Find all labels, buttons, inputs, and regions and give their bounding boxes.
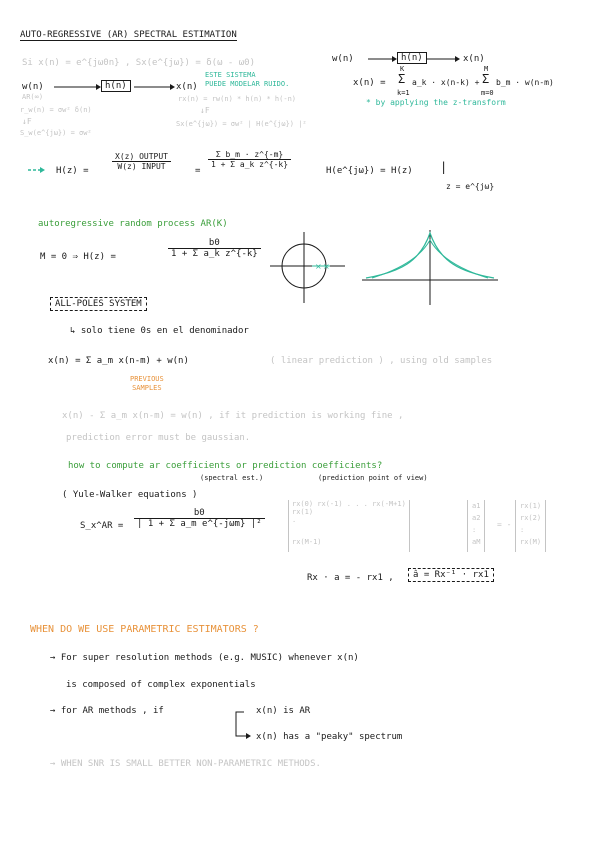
- eval-bar: |: [440, 160, 448, 174]
- when-bullet-3: → WHEN SNR IS SMALL BETTER NON-PARAMETRIC METHODS.: [50, 759, 321, 769]
- z-transform-note: * by applying the z-transform: [366, 98, 506, 107]
- when-bullet-2b: x(n) has a "peaky" spectrum: [256, 732, 403, 742]
- vector-entry: :: [520, 526, 525, 534]
- vector-entry: :: [472, 526, 477, 534]
- vector-entry: a2: [472, 514, 481, 522]
- transfer-eq: =: [195, 166, 201, 176]
- right-output: x(n): [463, 54, 485, 64]
- transfer-num: X(z) OUTPUT: [112, 152, 171, 162]
- sinusoid-line1: Si x(n) = e^{jω0n} , Sx(e^{jω}) = δ(ω - ω0): [22, 58, 255, 68]
- matrix-row: rx(0) rx(-1) . . . rx(-M+1): [292, 500, 406, 508]
- matrix-row: .: [292, 516, 297, 524]
- prediction-error-2: prediction error must be gaussian.: [66, 433, 251, 443]
- s-ar-num: b0: [134, 508, 265, 519]
- right-block: h(n): [397, 52, 427, 64]
- system-sx: Sx(e^{jω}) = σw² | H(e^{jω}) |²: [176, 120, 307, 128]
- sum-symbol-1: Σ: [398, 72, 406, 86]
- transfer-rhs: H(e^{jω}) = H(z): [326, 166, 413, 176]
- vector-eq: = -: [497, 520, 512, 529]
- when-bullet-2: → for AR methods , if: [50, 706, 164, 716]
- vector-entry: a1: [472, 502, 481, 510]
- coeffs-question: how to compute ar coefficients or prediction coefficients?: [68, 461, 383, 471]
- ar-num: b0: [168, 238, 261, 249]
- system-F: ↓F: [200, 106, 210, 115]
- when-heading: WHEN DO WE USE PARAMETRIC ESTIMATORS ?: [30, 624, 259, 635]
- prediction-xn: x(n) = Σ a_m x(n-m) + w(n): [48, 356, 189, 366]
- system-note: ESTE SISTEMA PUEDE MODELAR RUIDO.: [205, 71, 290, 88]
- svg-text:×: ×: [315, 262, 322, 271]
- vector-entry: rx(1): [520, 502, 542, 510]
- right-eq-sum2: b_m · w(n-m): [496, 78, 554, 87]
- s-ar-lhs: S_x^AR =: [80, 521, 124, 531]
- system-block: h(n): [101, 80, 131, 92]
- vector-entry: rx(2): [520, 514, 542, 522]
- final-eq-2: â = Rx⁻¹ · rx1: [408, 568, 494, 582]
- linear-prediction: ( linear prediction ) , using old samples: [270, 356, 493, 366]
- final-eq-1: Rx · a = - rx1 ,: [307, 573, 394, 583]
- transfer-eval: z = e^{jω}: [446, 182, 495, 191]
- s-ar-den: | 1 + Σ a_m e^{-jωm} |²: [137, 519, 262, 529]
- previous-samples: PREVIOUS SAMPLES: [130, 375, 164, 392]
- transfer-num2: Σ b_m · z^{-m}: [208, 150, 291, 160]
- sum-lower-2: m=0: [481, 89, 494, 97]
- ar-m0: M = 0 ⇒ H(z) =: [40, 252, 116, 262]
- sum-symbol-2: Σ: [482, 72, 490, 86]
- system-rx: rx(n) = rw(n) * h(n) * h(-n): [178, 95, 297, 103]
- system-input: w(n): [22, 82, 44, 92]
- system-output: x(n): [176, 82, 198, 92]
- matrix-row: rx(M-1): [292, 538, 322, 546]
- right-input: w(n): [332, 54, 354, 64]
- matrix-row: rx(1): [292, 508, 314, 516]
- sinusoid-line3: r_w(n) = σw² δ(n): [20, 106, 92, 114]
- when-bullet-2a: x(n) is AR: [256, 706, 311, 716]
- sinusoid-line5: S_w(e^{jω}) = σw²: [20, 129, 92, 137]
- vector-entry: rx(M): [520, 538, 542, 546]
- prediction-error-1: x(n) - Σ a_m x(n-m) = w(n) , if it prediction is working fine ,: [62, 411, 404, 421]
- transfer-lhs: H(z) =: [56, 166, 89, 176]
- coeffs-sub2: (prediction point of view): [318, 474, 428, 482]
- sinusoid-line2: AR(∞): [22, 93, 44, 101]
- when-bullet-1: → For super resolution methods (e.g. MUSIC) whenever x(n): [50, 653, 359, 663]
- ar-solo: ↳ solo tiene 0s en el denominador: [70, 326, 249, 336]
- sum-lower-1: k=1: [397, 89, 410, 97]
- sum-upper-1: K: [400, 65, 405, 73]
- transfer-den2: 1 + Σ a_k z^{-k}: [211, 160, 289, 169]
- yule-walker: ( Yule-Walker equations ): [62, 490, 198, 500]
- page-title: AUTO-REGRESSIVE (AR) SPECTRAL ESTIMATION: [20, 30, 237, 40]
- vector-entry: aM: [472, 538, 481, 546]
- svg-text:×: ×: [323, 262, 330, 271]
- ar-den: 1 + Σ a_k z^{-k}: [171, 249, 258, 259]
- coeffs-sub1: (spectral est.): [200, 474, 264, 482]
- all-poles-system: ALL-POLES SYSTEM: [50, 297, 147, 311]
- right-eq-left: x(n) =: [353, 78, 386, 88]
- sinusoid-line4: ↓F: [22, 117, 32, 126]
- sum-upper-2: M: [484, 65, 489, 73]
- right-eq-sum1: a_k · x(n-k) +: [412, 78, 480, 87]
- when-bullet-1b: is composed of complex exponentials: [66, 680, 256, 690]
- ar-heading: autoregressive random process AR(K): [38, 219, 228, 229]
- transfer-den: W(z) INPUT: [117, 162, 166, 171]
